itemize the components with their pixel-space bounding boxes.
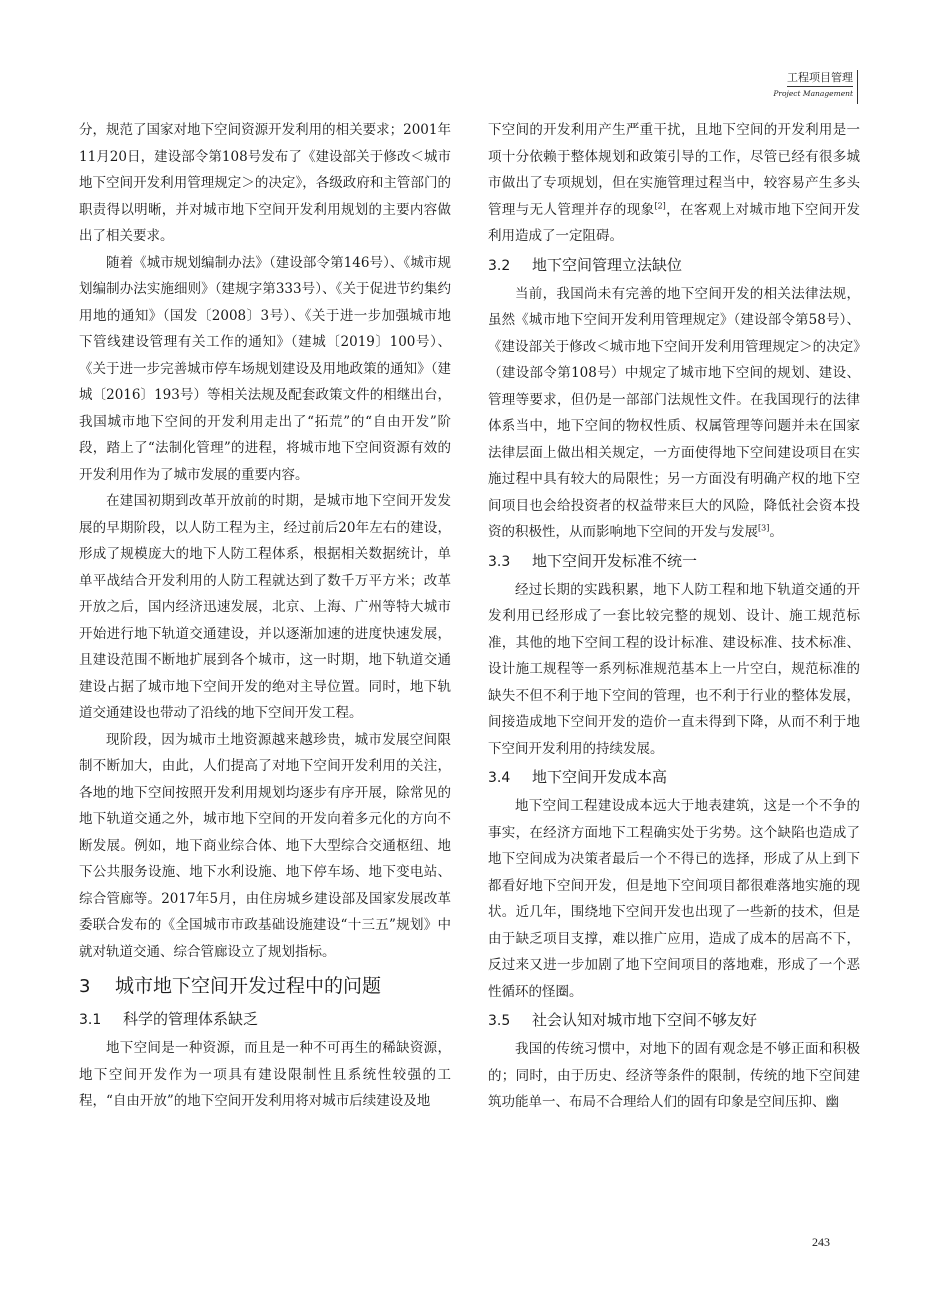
right-paragraph-5: 我国的传统习惯中，对地下的固有观念是不够正面和积极的；同时，由于历史、经济等条件的限制，传统的地下空间建筑功能单一、布局不合理给人们的固有印象是空间压抑、幽: [488, 1041, 860, 1110]
section-title: 城市地下空间开发过程中的问题: [115, 975, 382, 997]
section-number: 3.3: [488, 553, 511, 570]
journal-title-cn: 工程项目管理: [787, 71, 853, 84]
page-number: 243: [812, 1235, 830, 1249]
section-number: 3.5: [488, 1013, 511, 1029]
section-title: 社会认知对城市地下空间不够友好: [532, 1011, 758, 1029]
citation-ref: [3]: [758, 523, 770, 533]
left-paragraph-3: 在建国初期到改革开放前的时期，是城市地下空间开发发展的早期阶段，以人防工程为主，经过前后20年左右的建设，形成了规模庞大的地下人防工程体系，根据相关数据统计，单单平战结合开发利用的人防工程就达到了数千万平方米；改革开放之后，国内经济迅速发展，北京、上海、广州等特大城市开始进行地下轨道交通建设，并以逐渐加速的进度快速发展，且建设范围不断地扩展到各个城市，这一时期，地下轨道交通建设占据了城市地下空间开发的绝对主导位置。同时，地下轨道交通建设也带动了沿线的地下空间开发工程。: [79, 493, 451, 721]
section-number: 3.4: [488, 770, 511, 786]
citation-ref: [2]: [654, 201, 666, 210]
text-run: 下空间的开发利用产生严重干扰，且地下空间的开发利用是一项十分依赖于整体规划和政策引导的工作，尽管已经有很多城市做出了专项规划，但在实施管理过程当中，较容易产生多头管理与无人管理并存的现象: [488, 122, 860, 218]
right-paragraph-4: 地下空间工程建设成本远大于地表建筑，这是一个不争的事实，在经济方面地下工程确实处于劣势。这个缺陷也造成了地下空间成为决策者最后一个不得已的选择，形成了从上到下都看好地下空间开发，但是地下空间项目都很难落地实施的现状。近几年，围绕地下空间开发也出现了一些新的技术，但是由于缺乏项目支撑，难以推广应用，造成了成本的居高不下，反过来又进一步加剧了地下空间项目的落地难，形成了一个恶性循环的怪圈。: [488, 798, 860, 1000]
journal-title-en: Project Management: [773, 89, 853, 98]
section-3-heading: [79, 971, 451, 1002]
left-column: [79, 117, 451, 1115]
left-paragraph-2: 随着《城市规划编制办法》（建设部令第146号）、《城市规划编制办法实施细则》（建规字第333号）、《关于促进节约集约用地的通知》（国发〔2008〕3号）、《关于进一步加强城市地下管线建设管理有关工作的通知》（建城〔2019〕100号）、《关于进一步完善城市停车场规划建设及用地政策的通知》（建城〔2016〕193号）等相关法规及配套政策文件的相继出台，我国城市地下空间的开发利用走出了“拓荒”的“自由开发”阶段，踏上了“法制化管理”的进程，将城市地下空间资源有效的开发利用作为了城市发展的重要内容。: [79, 254, 451, 483]
section-number: 3: [79, 976, 91, 997]
left-paragraph-5: 地下空间是一种资源，而且是一种不可再生的稀缺资源，地下空间开发作为一项具有建设限制性且系统性较强的工程，“自由开放”的地下空间开发利用将对城市后续建设及地: [79, 1040, 451, 1109]
section-number: 3.2: [488, 257, 511, 274]
section-title: 科学的管理体系缺乏: [123, 1010, 259, 1028]
right-column: [488, 117, 860, 1116]
right-paragraph-3: 经过长期的实践积累，地下人防工程和地下轨道交通的开发利用已经形成了一套比较完整的规划、设计、施工规范标准，其他的地下空间工程的设计标准、建设标准、技术标准、设计施工规程等一系列标准规范基本上一片空白，规范标准的缺失不但不利于地下空间的管理，也不利于行业的整体发展，间接造成地下空间开发的造价一直未得到下降，从而不利于地下空间开发利用的持续发展。: [488, 581, 860, 757]
text-run: ，在客观上对城市地下空间开发利用造成了一定阻碍。: [488, 201, 861, 244]
section-3-3-heading: [488, 548, 860, 575]
running-header: [773, 70, 858, 104]
section-number: 3.1: [79, 1012, 102, 1028]
text-run: 。: [769, 524, 783, 540]
left-paragraph-4: 现阶段，因为城市土地资源越来越珍贵，城市发展空间限制不断加大，由此，人们提高了对地下空间开发利用的关注，各地的地下空间按照开发利用规划均逐步有序开展，除常见的地下轨道交通之外，城市地下空间的开发向着多元化的方向不断发展。例如，地下商业综合体、地下大型综合交通枢纽、地下公共服务设施、地下水利设施、地下停车场、地下变电站、综合管廊等。2017年5月，由住房城乡建设部及国家发展改革委联合发布的《全国城市市政基础设施建设“十三五”规划》中就对轨道交通、综合管廊设立了规划指标。: [79, 731, 451, 960]
section-3-4-heading: [488, 764, 860, 791]
right-paragraph-1: [488, 117, 860, 250]
section-title: 地下空间开发成本高: [532, 768, 668, 786]
right-paragraph-2: [488, 281, 860, 546]
section-3-5-heading: [488, 1007, 860, 1034]
section-3-1-heading: [79, 1006, 451, 1033]
section-title: 地下空间管理立法缺位: [532, 255, 683, 274]
section-3-2-heading: [488, 252, 860, 279]
left-paragraph-1: 分，规范了国家对地下空间资源开发利用的相关要求；2001年11月20日，建设部令第108号发布了《建设部关于修改＜城市地下空间开发利用管理规定＞的决定》，各级政府和主管部门的职责得以明晰，并对城市地下空间开发利用规划的主要内容做出了相关要求。: [79, 122, 451, 244]
text-run: 当前，我国尚未有完善的地下空间开发的相关法律法规，虽然《城市地下空间开发利用管理规定》（建设部令第58号）、《建设部关于修改＜城市地下空间开发利用管理规定＞的决定》（建设部令第108号）中规定了城市地下空间的规划、建设、管理等要求，但仍是一部部门法规性文件。在我国现行的法律体系当中，地下空间的物权性质、权属管理等问题并未在国家法律层面上做出相关规定，一方面使得地下空间建设项目在实施过程中具有较大的局限性；另一方面没有明确产权的地下空间项目也会给投资者的权益带来巨大的风险，降低社会资本投资的积极性，从而影响地下空间的开发与发展: [488, 285, 860, 540]
section-title: 地下空间开发标准不统一: [532, 551, 698, 570]
